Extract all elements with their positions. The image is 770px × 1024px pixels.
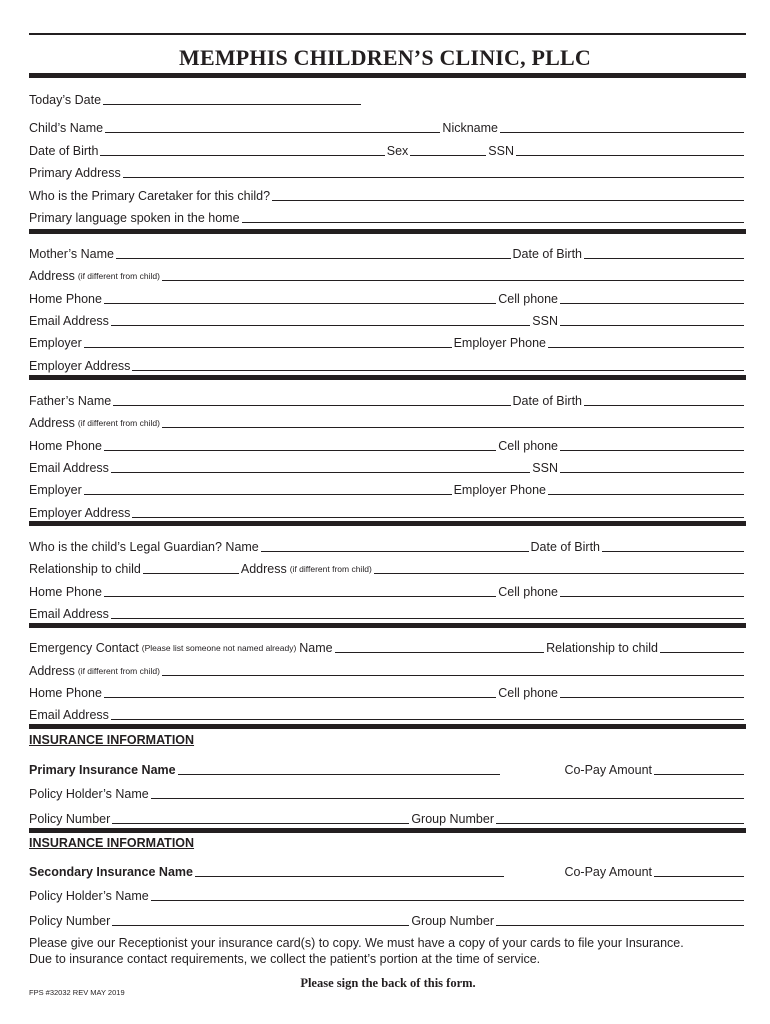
- primary-group-label: Group Number: [411, 812, 494, 826]
- primary-policy-label: Policy Number: [29, 812, 111, 826]
- emergency-address-row: [29, 658, 746, 678]
- emergency-phone-row: [29, 680, 746, 700]
- guardian-email-row: [29, 601, 746, 621]
- section-rule: [29, 375, 746, 380]
- father-dob-label: Date of Birth: [512, 394, 582, 408]
- mother-address-field[interactable]: [162, 280, 744, 281]
- guardian-email-field[interactable]: [111, 618, 744, 619]
- emergency-name-field[interactable]: [335, 652, 545, 653]
- guardian-relationship-label: Relationship to child: [29, 562, 141, 576]
- child-ssn-label: SSN: [488, 144, 514, 158]
- mother-email-field[interactable]: [111, 325, 530, 326]
- primary-copay-label: Co-Pay Amount: [564, 763, 652, 777]
- guardian-dob-field[interactable]: [602, 551, 744, 552]
- secondary-policy-field[interactable]: [112, 925, 409, 926]
- primary-group-field[interactable]: [496, 823, 744, 824]
- father-employer-address-field[interactable]: [132, 517, 744, 518]
- child-dob-row: [29, 138, 746, 158]
- primary-copay-field[interactable]: [654, 774, 744, 775]
- sign-back-notice: Please sign the back of this form.: [300, 976, 476, 990]
- father-dob-field[interactable]: [584, 405, 744, 406]
- emergency-home-phone-field[interactable]: [104, 697, 496, 698]
- mother-employer-address-field[interactable]: [132, 370, 744, 371]
- primary-address-row: [29, 160, 746, 180]
- primary-insurance-label: Primary Insurance Name: [29, 763, 176, 777]
- todays-date-label: Today’s Date: [29, 93, 102, 107]
- primary-address-field[interactable]: [123, 177, 744, 178]
- insurance-notice-line-2: Due to insurance contact requirements, we collect the patient’s portion at the time of service.: [29, 952, 541, 966]
- emergency-address-field[interactable]: [162, 675, 744, 676]
- mother-address-row: [29, 263, 746, 283]
- child-dob-field[interactable]: [100, 155, 384, 156]
- mother-name-row: [29, 241, 746, 261]
- title-rule: [29, 73, 746, 78]
- primary-holder-row: [29, 781, 746, 801]
- mother-employer-address-label: Employer Address: [29, 359, 131, 373]
- nickname-field[interactable]: [500, 132, 744, 133]
- insurance-heading-primary: INSURANCE INFORMATION: [29, 733, 195, 747]
- caretaker-field[interactable]: [272, 200, 744, 201]
- caretaker-row: [29, 183, 746, 203]
- child-name-row: [29, 115, 746, 135]
- child-name-label: Child’s Name: [29, 121, 104, 135]
- father-email-row: [29, 455, 746, 475]
- father-cell-phone-label: Cell phone: [498, 439, 558, 453]
- primary-holder-label: Policy Holder’s Name: [29, 787, 149, 801]
- father-address-field[interactable]: [162, 427, 744, 428]
- father-employer-row: [29, 477, 746, 497]
- page-title: MEMPHIS CHILDREN’S CLINIC, PLLC: [178, 45, 592, 70]
- primary-insurance-row: [29, 757, 746, 777]
- guardian-dob-label: Date of Birth: [530, 540, 600, 554]
- emergency-relationship-label: Relationship to child: [546, 641, 658, 655]
- secondary-copay-label: Co-Pay Amount: [564, 865, 652, 879]
- secondary-group-field[interactable]: [496, 925, 744, 926]
- primary-address-label: Primary Address: [29, 166, 121, 180]
- mother-home-phone-field[interactable]: [104, 303, 496, 304]
- mother-employer-phone-field[interactable]: [548, 347, 744, 348]
- mother-employer-address-row: [29, 353, 746, 373]
- child-dob-label: Date of Birth: [29, 144, 99, 158]
- sex-label: Sex: [386, 144, 409, 158]
- father-employer-phone-label: Employer Phone: [453, 483, 546, 497]
- emergency-name-row: [29, 635, 746, 655]
- emergency-cell-phone-field[interactable]: [560, 697, 744, 698]
- guardian-cell-phone-label: Cell phone: [498, 585, 558, 599]
- father-email-field[interactable]: [111, 472, 530, 473]
- section-rule: [29, 229, 746, 234]
- form-code: FPS #32032 REV MAY 2019: [29, 988, 125, 997]
- father-ssn-field[interactable]: [560, 472, 744, 473]
- secondary-holder-row: [29, 883, 746, 903]
- mother-name-field[interactable]: [116, 258, 511, 259]
- section-rule: [29, 623, 746, 628]
- mother-cell-phone-field[interactable]: [560, 303, 744, 304]
- primary-policy-field[interactable]: [112, 823, 409, 824]
- mother-email-label: Email Address: [29, 314, 109, 328]
- emergency-email-label: Email Address: [29, 708, 109, 722]
- mother-address-note: (if different from child): [77, 271, 160, 281]
- secondary-holder-label: Policy Holder’s Name: [29, 889, 149, 903]
- mother-ssn-label: SSN: [532, 314, 558, 328]
- emergency-email-field[interactable]: [111, 719, 744, 720]
- father-address-label: Address: [29, 416, 75, 430]
- language-field[interactable]: [242, 222, 744, 223]
- caretaker-label: Who is the Primary Caretaker for this child?: [29, 189, 271, 203]
- emergency-cell-phone-label: Cell phone: [498, 686, 558, 700]
- father-employer-field[interactable]: [84, 494, 452, 495]
- todays-date-row: [29, 87, 746, 107]
- mother-ssn-field[interactable]: [560, 325, 744, 326]
- father-name-label: Father’s Name: [29, 394, 112, 408]
- mother-dob-field[interactable]: [584, 258, 744, 259]
- emergency-relationship-field[interactable]: [660, 652, 744, 653]
- emergency-contact-note: (Please list someone not named already): [141, 643, 297, 653]
- guardian-address-field[interactable]: [374, 573, 744, 574]
- language-row: [29, 205, 746, 225]
- guardian-relationship-row: [29, 556, 746, 576]
- guardian-home-phone-field[interactable]: [104, 596, 496, 597]
- top-rule: [29, 33, 746, 35]
- mother-address-label: Address: [29, 269, 75, 283]
- mother-employer-field[interactable]: [84, 347, 452, 348]
- secondary-insurance-label: Secondary Insurance Name: [29, 865, 193, 879]
- father-email-label: Email Address: [29, 461, 109, 475]
- mother-phone-row: [29, 286, 746, 306]
- father-employer-label: Employer: [29, 483, 82, 497]
- guardian-phone-row: [29, 579, 746, 599]
- mother-employer-phone-label: Employer Phone: [453, 336, 546, 350]
- section-rule: [29, 724, 746, 729]
- insurance-notice-line-1: Please give our Receptionist your insurance card(s) to copy. We must have a copy of your cards to file your Insurance.: [29, 936, 684, 950]
- language-label: Primary language spoken in the home: [29, 211, 240, 225]
- mother-name-label: Mother’s Name: [29, 247, 114, 261]
- secondary-insurance-row: [29, 859, 746, 879]
- todays-date-field[interactable]: [103, 104, 361, 105]
- emergency-contact-label: Emergency Contact: [29, 641, 139, 655]
- child-ssn-field[interactable]: [516, 155, 744, 156]
- secondary-holder-field[interactable]: [151, 900, 744, 901]
- father-ssn-label: SSN: [532, 461, 558, 475]
- insurance-heading-secondary: INSURANCE INFORMATION: [29, 836, 195, 850]
- mother-dob-label: Date of Birth: [512, 247, 582, 261]
- father-cell-phone-field[interactable]: [560, 450, 744, 451]
- guardian-cell-phone-field[interactable]: [560, 596, 744, 597]
- father-phone-row: [29, 433, 746, 453]
- guardian-address-note: (if different from child): [289, 564, 372, 574]
- guardian-name-label: Who is the child’s Legal Guardian? Name: [29, 540, 259, 554]
- father-home-phone-label: Home Phone: [29, 439, 102, 453]
- father-employer-phone-field[interactable]: [548, 494, 744, 495]
- emergency-address-label: Address: [29, 664, 75, 678]
- emergency-name-label: Name: [299, 641, 333, 655]
- primary-holder-field[interactable]: [151, 798, 744, 799]
- guardian-home-phone-label: Home Phone: [29, 585, 102, 599]
- nickname-label: Nickname: [442, 121, 498, 135]
- child-name-field[interactable]: [105, 132, 440, 133]
- section-rule: [29, 521, 746, 526]
- mother-employer-label: Employer: [29, 336, 82, 350]
- primary-policy-row: [29, 806, 746, 826]
- emergency-email-row: [29, 702, 746, 722]
- father-employer-address-label: Employer Address: [29, 506, 131, 520]
- father-home-phone-field[interactable]: [104, 450, 496, 451]
- emergency-home-phone-label: Home Phone: [29, 686, 102, 700]
- mother-cell-phone-label: Cell phone: [498, 292, 558, 306]
- primary-insurance-field[interactable]: [178, 774, 500, 775]
- mother-email-row: [29, 308, 746, 328]
- section-rule: [29, 828, 746, 833]
- guardian-name-row: [29, 534, 746, 554]
- guardian-name-field[interactable]: [261, 551, 529, 552]
- father-employer-address-row: [29, 500, 746, 520]
- secondary-copay-field[interactable]: [654, 876, 744, 877]
- secondary-group-label: Group Number: [411, 914, 494, 928]
- guardian-relationship-field[interactable]: [143, 573, 239, 574]
- secondary-policy-label: Policy Number: [29, 914, 111, 928]
- father-address-note: (if different from child): [77, 418, 160, 428]
- mother-employer-row: [29, 330, 746, 350]
- guardian-address-label: Address: [240, 562, 287, 576]
- father-name-row: [29, 388, 746, 408]
- secondary-policy-row: [29, 908, 746, 928]
- guardian-email-label: Email Address: [29, 607, 109, 621]
- father-name-field[interactable]: [113, 405, 510, 406]
- father-address-row: [29, 410, 746, 430]
- mother-home-phone-label: Home Phone: [29, 292, 102, 306]
- secondary-insurance-field[interactable]: [195, 876, 504, 877]
- sex-field[interactable]: [410, 155, 486, 156]
- emergency-address-note: (if different from child): [77, 666, 160, 676]
